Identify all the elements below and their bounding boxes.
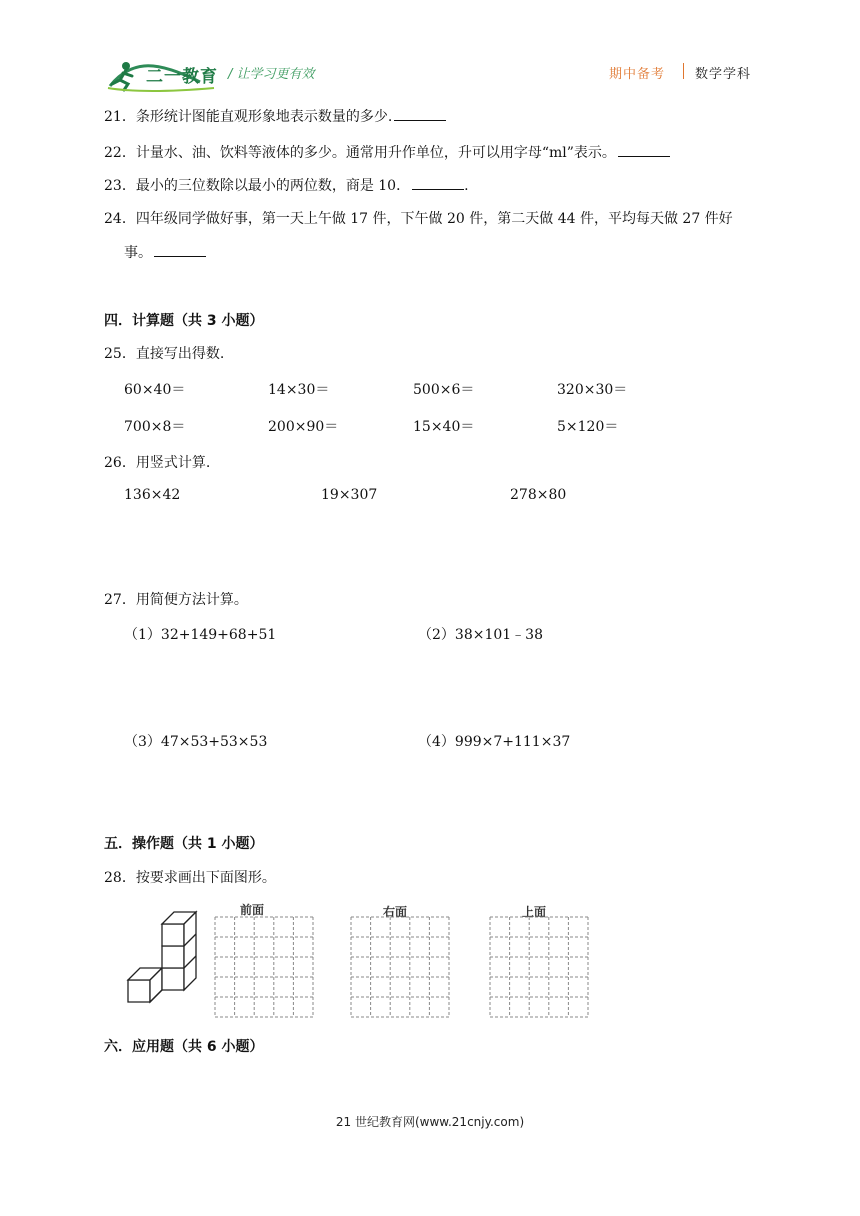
question-21: 21．条形统计图能直观形象地表示数量的多少. (104, 106, 446, 126)
grid-title-right: 右面 (383, 905, 408, 919)
calc-item: 200×90＝ (268, 419, 339, 435)
calc-item: 700×8＝ (124, 419, 186, 435)
subject-label: 数学学科 (695, 67, 752, 82)
question-24-line1: 24．四年级同学做好事，第一天上午做 17 件，下午做 20 件，第二天做 44 件，平均每天做 27 件好 (104, 211, 733, 227)
question-24-line2: 事。 (124, 242, 206, 262)
calc-item: 15×40＝ (413, 419, 475, 435)
answer-blank[interactable] (394, 106, 446, 121)
answer-blank[interactable] (618, 142, 670, 157)
top-view-grid[interactable] (489, 916, 589, 1018)
answer-blank[interactable] (412, 175, 464, 190)
grid-title-top: 上面 (522, 905, 547, 919)
answer-blank[interactable] (154, 242, 206, 257)
grid-title-front: 前面 (240, 903, 265, 917)
vertical-calc-item: 278×80 (510, 487, 567, 503)
simplify-item: （1）32+149+68+51 (124, 627, 277, 643)
logo-text: 二一教育 (146, 67, 218, 87)
exam-tag: 期中备考 (609, 67, 666, 82)
calc-item: 5×120＝ (557, 419, 619, 435)
question-25: 25．直接写出得数. (104, 346, 225, 362)
section-6-title: 六．应用题（共 6 小题） (104, 1039, 264, 1055)
calc-item: 60×40＝ (124, 382, 186, 398)
section-5-title: 五．操作题（共 1 小题） (104, 836, 264, 852)
header-divider (683, 63, 684, 79)
cube-stack-figure (124, 910, 202, 1006)
front-view-grid[interactable] (214, 916, 314, 1018)
vertical-calc-item: 19×307 (321, 487, 378, 503)
calc-item: 320×30＝ (557, 382, 628, 398)
simplify-item: （3）47×53+53×53 (124, 734, 268, 750)
section-4-title: 四．计算题（共 3 小题） (104, 313, 264, 329)
question-28: 28．按要求画出下面图形。 (104, 870, 276, 886)
calc-item: 500×6＝ (413, 382, 475, 398)
simplify-item: （2）38×101﹣38 (418, 627, 543, 643)
question-26: 26．用竖式计算. (104, 455, 211, 471)
footer-source: 21 世纪教育网(www.21cnjy.com) (335, 1115, 525, 1129)
right-view-grid[interactable] (350, 916, 450, 1018)
vertical-calc-item: 136×42 (124, 487, 181, 503)
simplify-item: （4）999×7+111×37 (418, 734, 571, 750)
question-22: 22．计量水、油、饮料等液体的多少。通常用升作单位，升可以用字母“ml”表示。 (104, 142, 670, 162)
slogan: / 让学习更有效 (228, 67, 315, 82)
question-23: 23．最小的三位数除以最小的两位数，商是 10． . (104, 175, 469, 195)
question-27: 27．用简便方法计算。 (104, 592, 248, 608)
calc-item: 14×30＝ (268, 382, 330, 398)
